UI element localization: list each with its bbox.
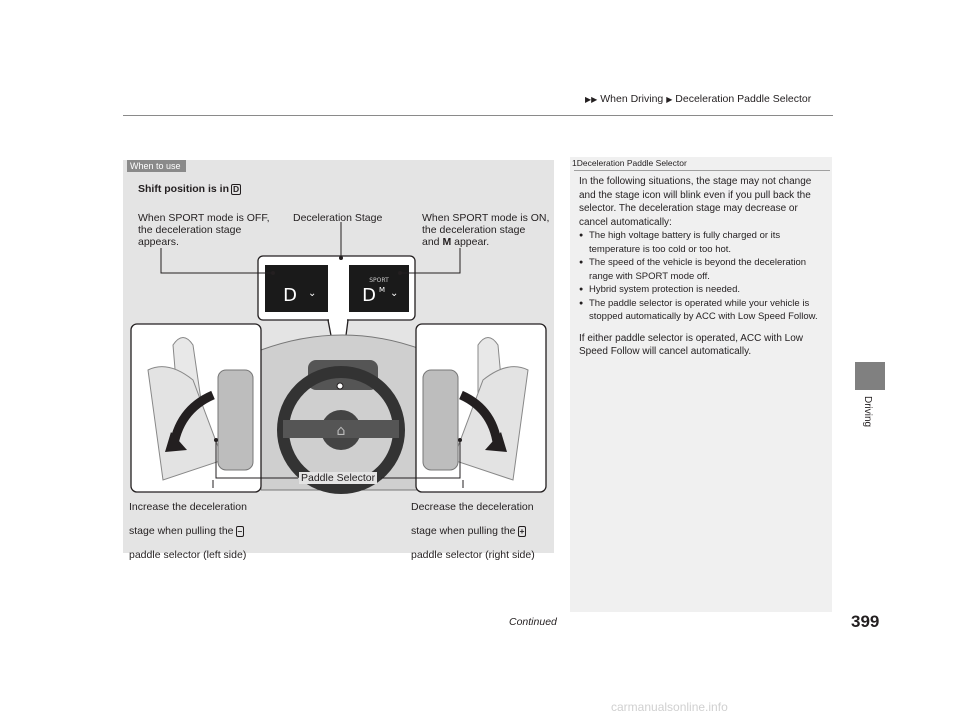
paddle-selector-label: Paddle Selector — [301, 472, 376, 484]
note-intro: In the following situations, the stage may not change and the stage icon will blink even if you pull back the selector. The deceleration stage may decrease or cancel automatically: — [579, 176, 812, 228]
page-number: 399 — [851, 612, 880, 631]
svg-text:M: M — [379, 286, 386, 294]
svg-text:D: D — [283, 285, 297, 306]
list-item: ● Hybrid system protection is needed. — [579, 283, 827, 297]
decrease-label: Decrease the deceleration stage when pulling the + paddle selector (right side) — [411, 501, 535, 561]
minus-glyph: – — [237, 526, 243, 536]
when-to-use-tag: When to use — [127, 160, 186, 172]
note-icon: 1 — [572, 158, 577, 168]
note-body — [579, 175, 827, 359]
chevron-down-icon: ⌄ — [308, 288, 317, 299]
list-item: ● The speed of the vehicle is beyond the deceleration range with SPORT mode off. — [579, 256, 827, 283]
svg-text:D: D — [362, 285, 376, 306]
section-label: Driving — [862, 396, 873, 428]
sport-on-label: When SPORT mode is ON, the deceleration stage and M appear. — [422, 212, 550, 248]
increase-label: Increase the deceleration stage when pulling the – paddle selector (left side) — [129, 501, 247, 561]
section-tab — [855, 362, 885, 390]
continued-label: Continued — [509, 616, 557, 628]
svg-text:⌂: ⌂ — [336, 423, 346, 439]
shift-position-label: Shift position is in D — [138, 183, 240, 195]
breadcrumb-arrow-icon: ▶▶ — [585, 95, 598, 104]
chevron-down-icon: ⌄ — [390, 288, 399, 299]
breadcrumb-item-paddle-selector: Deceleration Paddle Selector — [675, 93, 812, 105]
breadcrumb-arrow-icon: ▶ — [666, 95, 673, 104]
breadcrumb-item-when-driving: When Driving — [600, 93, 664, 105]
header-divider — [123, 115, 833, 116]
watermark: carmanualsonline.info — [611, 700, 728, 714]
list-item: ● The paddle selector is operated while your vehicle is stopped automatically by ACC with Low Speed Follow. — [579, 297, 827, 324]
note-title-divider — [574, 170, 830, 171]
deceleration-stage-label: Deceleration Stage — [293, 212, 383, 224]
sport-off-label: When SPORT mode is OFF, the deceleration stage appears. — [138, 212, 270, 248]
svg-text:SPORT: SPORT — [369, 277, 389, 284]
breadcrumb — [585, 93, 811, 105]
note-title: 1Deceleration Paddle Selector — [572, 158, 687, 168]
list-item: ● The high voltage battery is fully charged or its temperature is too cold or too hot. — [579, 229, 827, 256]
shift-d-glyph: D — [233, 184, 240, 194]
note-outro: If either paddle selector is operated, ACC with Low Speed Follow will cancel automatically. — [579, 332, 804, 357]
note-bullets — [579, 229, 827, 324]
plus-glyph: + — [519, 526, 525, 536]
